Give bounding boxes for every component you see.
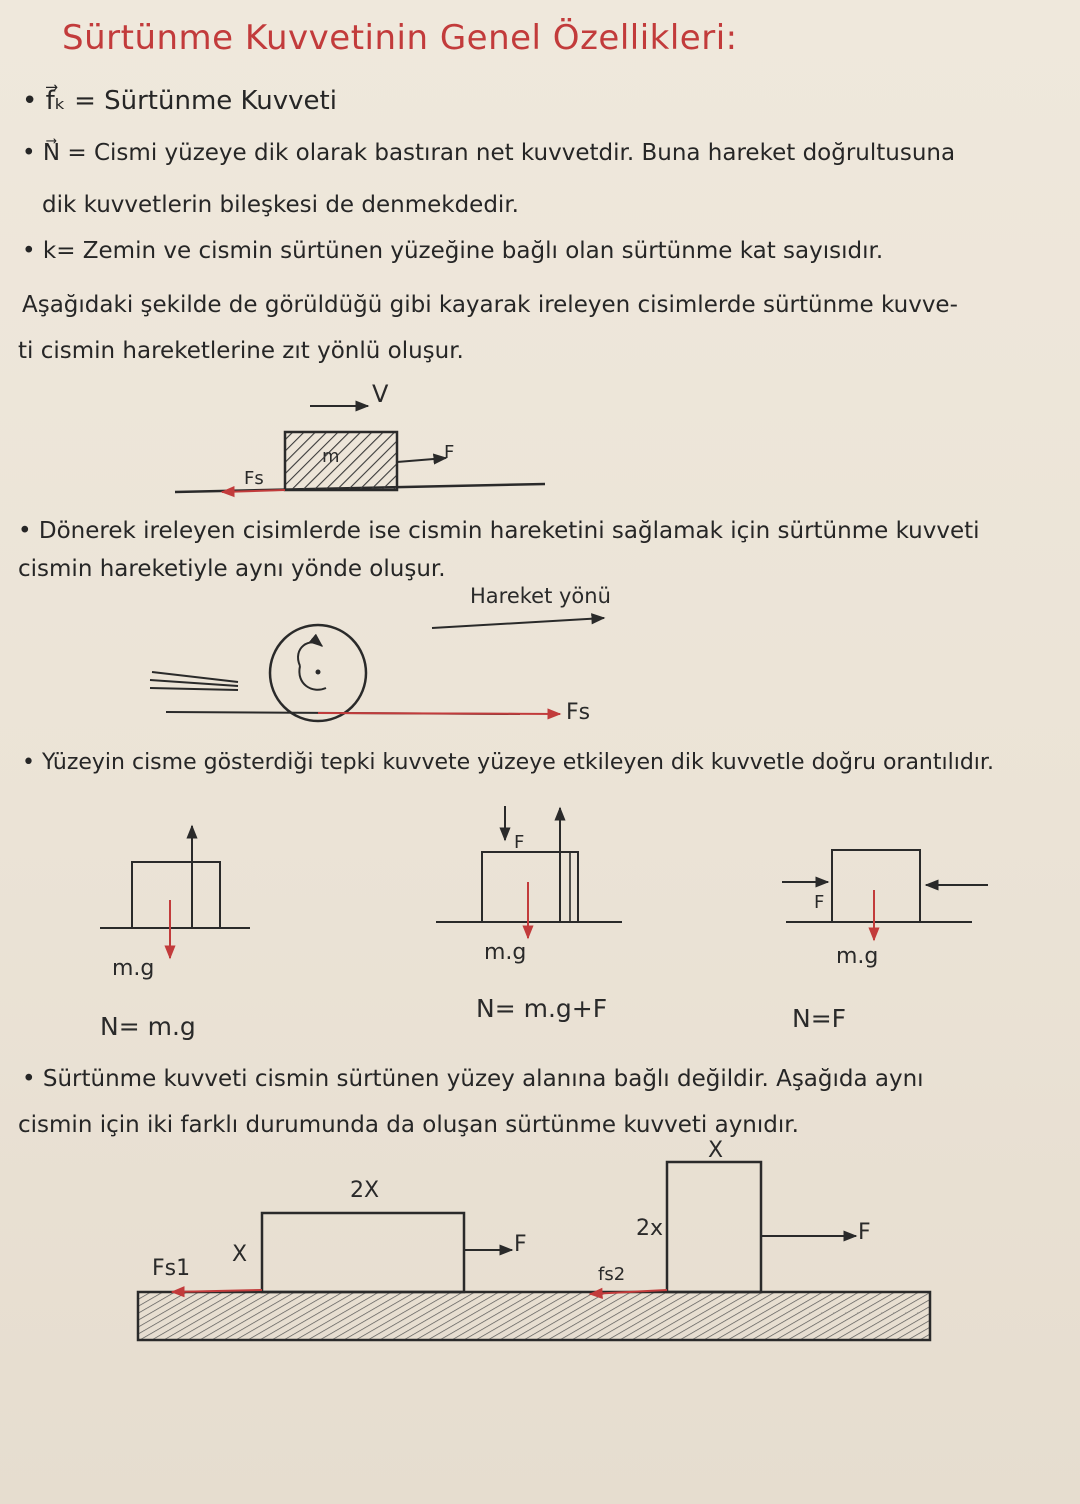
- normal-text: • Yüzeyin cisme gösterdiği tepki kuvvete yüzeye etkileyen dik kuvvetle doğru orantılıdır.: [22, 750, 994, 775]
- wheel-center: [316, 670, 321, 675]
- box1-height-label: X: [232, 1242, 248, 1267]
- friction-label-rolling: Fs: [566, 700, 591, 725]
- sliding-text: Aşağıdaki şekilde de görüldüğü gibi kayarak ireleyen cisimlerde sürtünme kuvve-: [22, 292, 958, 318]
- sliding-text-cont: ti cismin hareketlerine zıt yönlü oluşur.: [18, 338, 464, 364]
- normal-case-1: [100, 826, 250, 958]
- rotation-arrow-icon: [298, 642, 322, 666]
- case1-equation: N= m.g: [100, 1012, 196, 1041]
- friction-label-sliding: Fs: [244, 468, 264, 489]
- rolling-diagram: [150, 618, 604, 721]
- definition-normal: • N⃗ = Cismi yüzeye dik olarak bastıran net kuvvetdir. Buna hareket doğrultusuna: [22, 140, 956, 166]
- case1-weight-label: m.g: [112, 956, 155, 981]
- box2-friction-label: fs2: [598, 1264, 626, 1285]
- direction-arrow: [432, 618, 604, 628]
- velocity-label: V: [372, 380, 389, 408]
- box1-friction-label: Fs1: [152, 1256, 191, 1281]
- case3-force-label: F: [814, 892, 825, 913]
- sliding-diagram: [175, 406, 545, 492]
- normal-case-3: [782, 850, 988, 940]
- tall-block: [667, 1162, 761, 1292]
- rolling-text: • Dönerek ireleyen cisimlerde ise cismin hareketini sağlamak için sürtünme kuvveti: [18, 518, 980, 544]
- force-label: F: [444, 442, 455, 463]
- definition-normal-cont: dik kuvvetlerin bileşkesi de denmekdedir.: [42, 192, 519, 218]
- hatched-ground: [138, 1292, 930, 1340]
- wide-block: [262, 1213, 464, 1292]
- case2-equation: N= m.g+F: [476, 994, 608, 1023]
- case2-weight-label: m.g: [484, 940, 527, 965]
- rolling-text-cont: cismin hareketiyle aynı yönde oluşur.: [18, 556, 446, 582]
- area-text-cont: cismin için iki farklı durumunda da oluşan sürtünme kuvveti aynıdır.: [18, 1112, 799, 1138]
- box2-width-label: X: [708, 1138, 724, 1163]
- case3-weight-label: m.g: [836, 944, 879, 969]
- box1-width-label: 2X: [350, 1178, 380, 1203]
- box1-force-label: F: [514, 1232, 527, 1257]
- sliding-block: [285, 432, 397, 490]
- definition-friction: • f⃗ₖ = Sürtünme Kuvveti: [22, 86, 337, 116]
- area-diagram: [138, 1162, 930, 1340]
- box2-force-label: F: [858, 1220, 871, 1245]
- case3-equation: N=F: [792, 1004, 847, 1033]
- force-arrow: [397, 458, 446, 462]
- area-text: • Sürtünme kuvveti cismin sürtünen yüzey alanına bağlı değildir. Aşağıda aynı: [22, 1066, 924, 1092]
- direction-label: Hareket yönü: [470, 584, 611, 608]
- case2-force-label: F: [514, 832, 525, 853]
- page-title: Sürtünme Kuvvetinin Genel Özellikleri:: [62, 18, 738, 58]
- box2-height-label: 2x: [636, 1216, 664, 1241]
- definition-coefficient: • k= Zemin ve cismin sürtünen yüzeğine bağlı olan sürtünme kat sayısıdır.: [22, 238, 884, 264]
- friction-arrow-rolling: [318, 713, 560, 714]
- normal-case-2: [436, 806, 622, 938]
